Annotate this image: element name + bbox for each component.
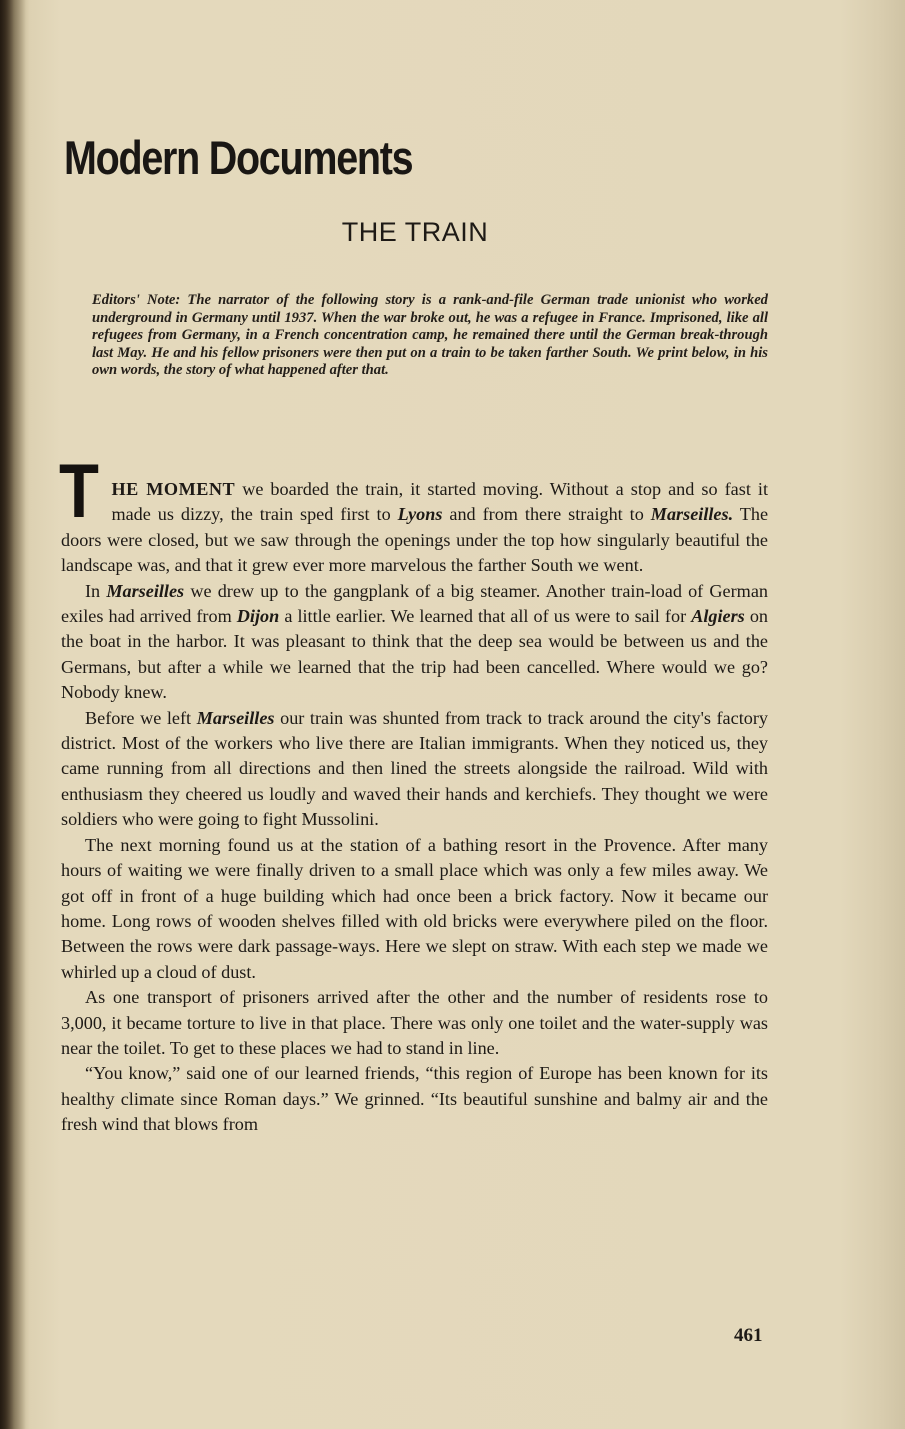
text-run: our train was shunted from track to track around the city's factory district. Most of the workers who live there are Italian immigrants. When they noticed us, they came running from all directions and then lined the streets alongside the railroad. Wild with enthusiasm they cheered us loudly and waved their hands and kerchiefs. They thought we were soldiers who were going to fight Mussolini. <box>61 707 769 830</box>
lead-in: HE MOMENT <box>111 479 236 499</box>
editors-note-text: The narrator of the following story is a rank-and-file German trade unionist who worked underground in Germany until 1937. When the war broke out, he was a refugee in France. Imprisoned, like all refugees from Germany, in a French concentration camp, he remained there until the German break-through last May. He and his fellow prisoners were then put on a train to be taken farther South. We print below, in his own words, the story of what happened after that. <box>92 292 768 379</box>
text-run: we drew up to the gangplank of a big steamer. Another train-load of German exiles had arrived from <box>61 580 768 627</box>
section-title: Modern Documents <box>64 131 413 184</box>
place-name: Marseilles. <box>650 504 734 525</box>
text-run: and from there straight to <box>449 504 644 525</box>
story-title: THE TRAIN <box>341 217 489 247</box>
text-run: a little earlier. We learned that all of us were to sail for <box>284 606 687 627</box>
article-body <box>59 449 769 1138</box>
text-run: on the boat in the harbor. It was pleasant to think that the deep sea would be between us and the Germans, but after a while we learned that the trip had been cancelled. Where would we go? Nobody knew. <box>61 606 769 703</box>
text-run: Before we left <box>85 707 192 728</box>
editors-note <box>92 292 768 380</box>
paragraph-1 <box>59 449 769 579</box>
page-number: 461 <box>734 1325 763 1346</box>
place-name: Lyons <box>397 504 443 525</box>
paragraph-5: As one transport of prisoners arrived after the other and the number of residents rose to 3,000, it became torture to live in that place. There was only one toilet and the water-supply was near the toilet. To get to these places we had to stand in line. <box>61 987 768 1058</box>
text-run: The doors were closed, but we saw through the openings under the top how singularly beautiful the landscape was, and that it grew ever more marvelous the farther South we went. <box>61 504 769 576</box>
paragraph-2 <box>61 579 768 706</box>
place-name: Marseilles <box>196 707 275 728</box>
paragraph-3 <box>61 706 768 833</box>
editors-note-label: Editors' Note: <box>92 292 181 308</box>
text-run: In <box>85 580 101 601</box>
drop-cap: T <box>59 449 99 534</box>
paragraph-4: The next morning found us at the station of a bathing resort in the Provence. After many hours of waiting we were finally driven to a small place which was only a few miles away. We got off in front of a huge building which had once been a brick factory. Now it became our home. Long rows of wooden shelves filled with old bricks were everywhere piled on the floor. Between the rows were dark passage-ways. Here we slept on straw. With each step we made we whirled up a cloud of dust. <box>61 834 768 982</box>
text-run: we boarded the train, it started moving. Without a stop and so fast it made us dizzy, the train sped first to <box>111 479 769 525</box>
place-name: Marseilles <box>106 580 185 601</box>
paragraph-6: “You know,” said one of our learned friends, “this region of Europe has been known for its healthy climate since Roman days.” We grinned. “Its beautiful sunshine and balmy air and the fresh wind that blows from <box>61 1063 768 1135</box>
binding-shadow <box>0 0 26 1429</box>
place-name: Dijon <box>236 606 280 627</box>
place-name: Algiers <box>691 606 745 627</box>
